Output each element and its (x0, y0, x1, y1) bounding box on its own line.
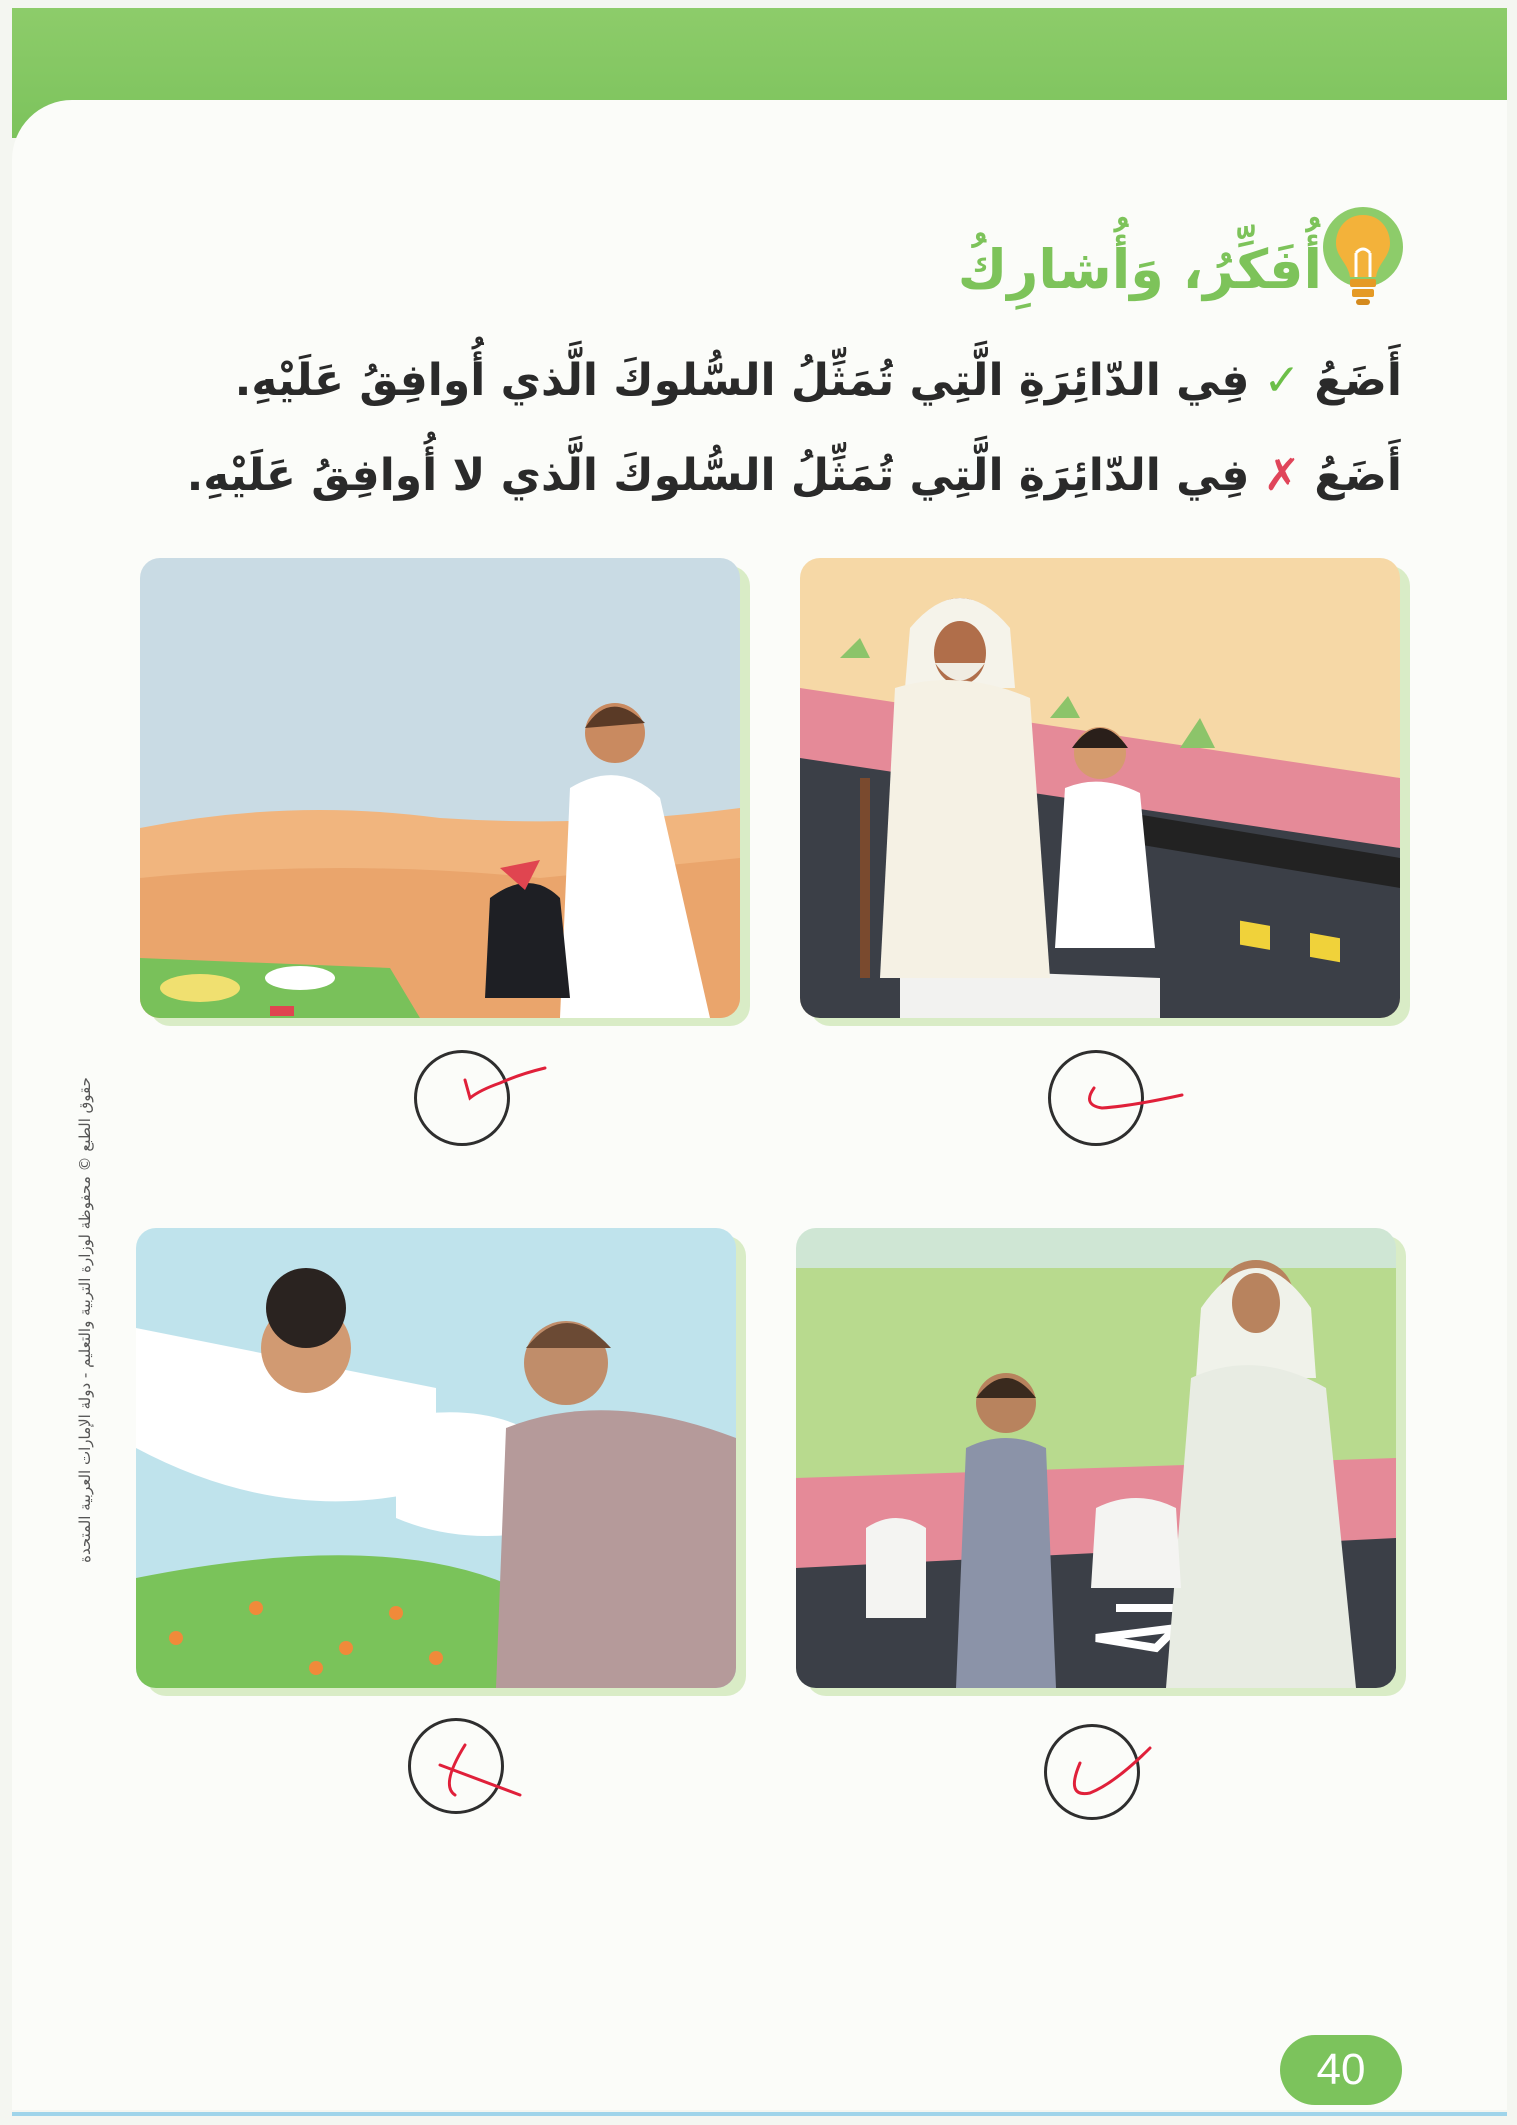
handwritten-check-icon (1060, 1738, 1180, 1818)
handwritten-cross-icon (430, 1725, 550, 1805)
copyright-notice: حقوق الطبع © محفوظة لوزارة التربية والتعليم - دولة الإمارات العربية المتحدة (76, 1077, 94, 1563)
instruction-verb: أَضَعُ (1314, 450, 1402, 501)
instruction-check (235, 355, 1402, 406)
check-icon: ✓ (1263, 355, 1301, 406)
bottom-divider (12, 2112, 1507, 2116)
instruction-cross (187, 450, 1402, 501)
handwritten-check-icon (1072, 1060, 1192, 1140)
instruction-text: فِي الدّائِرَةِ الَّتِي تُمَثِّلُ السُّلوكَ الَّذي أُوافِقُ عَلَيْهِ. (234, 355, 1250, 406)
scene-desert-cleanup (140, 558, 740, 1018)
lightbulb-icon (1318, 205, 1408, 315)
section-title: أُفَكِّرُ، وَأُشارِكُ (957, 238, 1322, 301)
scene-grandfather-helping (800, 558, 1400, 1018)
handwritten-check-icon (440, 1050, 560, 1130)
instruction-verb: أَضَعُ (1314, 355, 1402, 406)
instruction-text: فِي الدّائِرَةِ الَّتِي تُمَثِّلُ السُّلوكَ الَّذي لا أُوافِقُ عَلَيْهِ. (186, 450, 1250, 501)
scene-boys-pushing (136, 1228, 736, 1688)
page-number: 40 (1280, 2035, 1402, 2105)
cross-icon: ✗ (1263, 450, 1301, 501)
scene-father-shopping-bags (796, 1228, 1396, 1688)
